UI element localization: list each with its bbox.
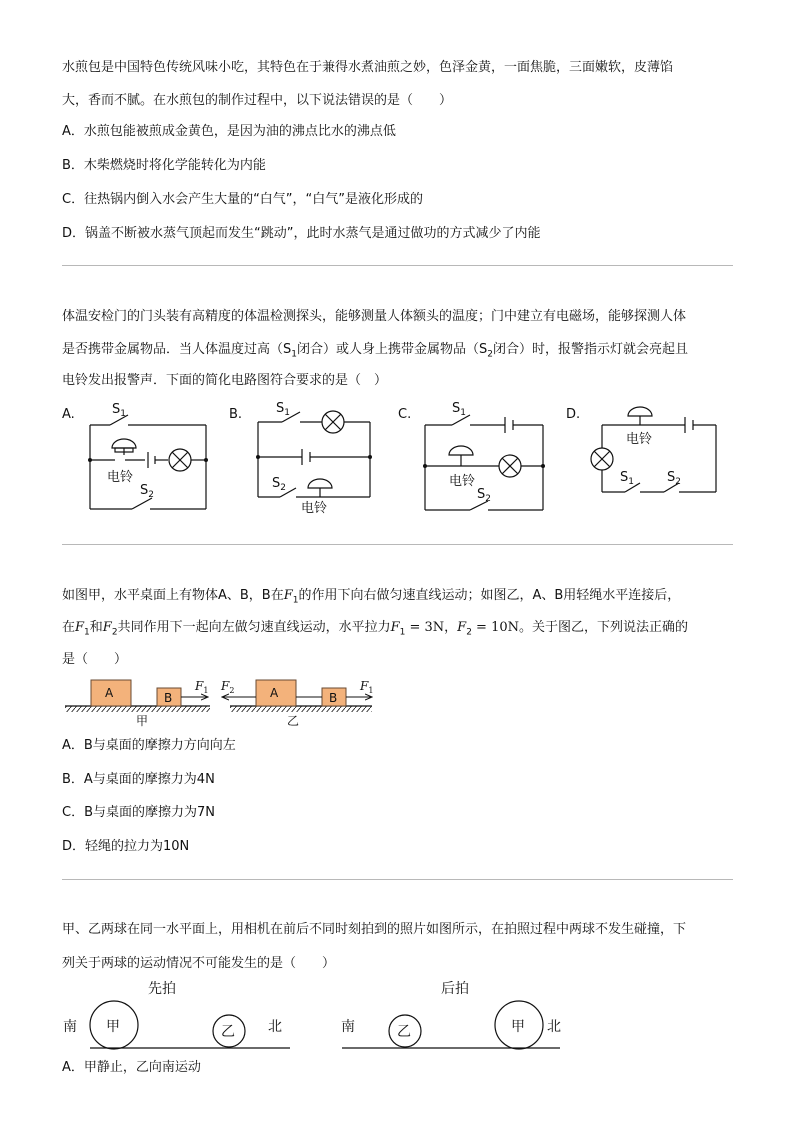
block-a-label: A (105, 686, 114, 700)
q2-stem-line2: 是否携带金属物品．当人体温度过高（$S_1$闭合）或人身上携带金属物品（$S_2$闭合）时，报警指示灯就会亮起且 (62, 342, 689, 360)
caption-before: 先拍 (148, 981, 176, 997)
q1-option-d[interactable]: D．锅盖不断被水蒸气顶起而发生“跳动”，此时水蒸气是通过做功的方式减少了内能 (62, 226, 541, 241)
figure-yi-caption: 乙 (287, 714, 300, 728)
q3-force-figures (0, 672, 794, 732)
direction-south: 南 (63, 1019, 77, 1035)
bell-label: 电铃 (449, 474, 476, 489)
ball-yi-label: 乙 (221, 1024, 235, 1040)
q3-stem-line2: 在$F_1$和$F_2$共同作用下一起向左做匀速直线运动，水平拉力$F_1 = 3N$，$F_2 = 10N$。关于图乙，下列说法正确的 (62, 620, 688, 638)
q1-option-b[interactable]: B．木柴燃烧时将化学能转化为内能 (62, 158, 266, 173)
q2-stem-line1: 体温安检门的门头装有高精度的体温检测探头，能够测量人体额头的温度；门中建立有电磁场，能够探测人体 (62, 309, 687, 324)
force-f2-label: $F_2$ (221, 679, 235, 695)
q1-stem-line1: 水煎包是中国特色传统风味小吃，其特色在于兼得水煮油煎之妙，色泽金黄，一面焦脆，三面嫩软，皮薄馅 (62, 60, 674, 75)
switch-label-s1: $S_1$ (452, 401, 466, 418)
divider (62, 265, 733, 266)
q1-option-c[interactable]: C．往热锅内倒入水会产生大量的“白气”，“白气”是液化形成的 (62, 192, 424, 207)
q3-option-b[interactable]: B．A与桌面的摩擦力为4N (62, 772, 215, 787)
q3-stem-line3: 是（ ） (62, 652, 128, 667)
ball-jia-label: 甲 (511, 1019, 525, 1035)
figure-yi (220, 679, 373, 728)
block-b-label: B (329, 691, 338, 705)
divider (62, 544, 733, 545)
direction-north: 北 (547, 1019, 561, 1035)
circuit-d (591, 407, 716, 492)
direction-south: 南 (341, 1019, 355, 1035)
q3-option-a[interactable]: A．B与桌面的摩擦力方向向左 (62, 738, 236, 753)
q3-option-d[interactable]: D．轻绳的拉力为10N (62, 839, 190, 854)
q4-stem-line2: 列关于两球的运动情况不可能发生的是（ ） (62, 956, 336, 971)
block-b-label: B (164, 691, 173, 705)
q2-circuit-figures (0, 395, 794, 525)
figure-jia (65, 679, 210, 728)
q2-option-c-label[interactable]: C. (398, 407, 412, 422)
switch-label-s1: $S_1$ (620, 470, 634, 487)
switch-label-s2: $S_2$ (140, 483, 154, 500)
bell-label: 电铃 (107, 470, 134, 485)
switch-label-s1: $S_1$ (112, 402, 126, 419)
caption-after: 后拍 (441, 981, 469, 997)
q1-option-a[interactable]: A．水煎包能被煎成金黄色，是因为油的沸点比水的沸点低 (62, 124, 396, 139)
bell-label: 电铃 (626, 432, 653, 447)
bell-label: 电铃 (301, 501, 328, 516)
q3-stem-line1: 如图甲，水平桌面上有物体A、B，B在$F_1$的作用下向右做匀速直线运动；如图乙，A、B用轻绳水平连接后， (62, 588, 681, 606)
divider (62, 879, 733, 880)
q2-option-b-label[interactable]: B. (229, 407, 243, 422)
switch-label-s2: $S_2$ (667, 470, 681, 487)
switch-label-s1: $S_1$ (276, 401, 290, 418)
q4-option-a[interactable]: A．甲静止，乙向南运动 (62, 1060, 201, 1075)
ball-yi-label: 乙 (397, 1024, 411, 1040)
block-a-label: A (270, 686, 279, 700)
q3-option-c[interactable]: C．B与桌面的摩擦力为7N (62, 805, 215, 820)
q2-stem-line3: 电铃发出报警声．下面的简化电路图符合要求的是（ ） (62, 373, 388, 388)
q2-option-a-label[interactable]: A. (62, 407, 75, 422)
direction-north: 北 (268, 1019, 282, 1035)
switch-label-s2: $S_2$ (477, 487, 491, 504)
switch-label-s2: $S_2$ (272, 476, 286, 493)
force-f1-label: $F_1$ (360, 679, 374, 695)
q4-stem-line1: 甲、乙两球在同一水平面上，用相机在前后不同时刻拍到的照片如图所示，在拍照过程中两球不发生碰撞，下 (62, 922, 687, 937)
q2-option-d-label[interactable]: D. (566, 407, 581, 422)
q4-ball-photos (0, 975, 794, 1055)
figure-jia-caption: 甲 (136, 714, 149, 728)
q1-stem-line2: 大，香而不腻。在水煎包的制作过程中，以下说法错误的是（ ） (62, 93, 453, 108)
ball-jia-label: 甲 (106, 1019, 120, 1035)
force-f1-label: $F_1$ (195, 679, 209, 695)
